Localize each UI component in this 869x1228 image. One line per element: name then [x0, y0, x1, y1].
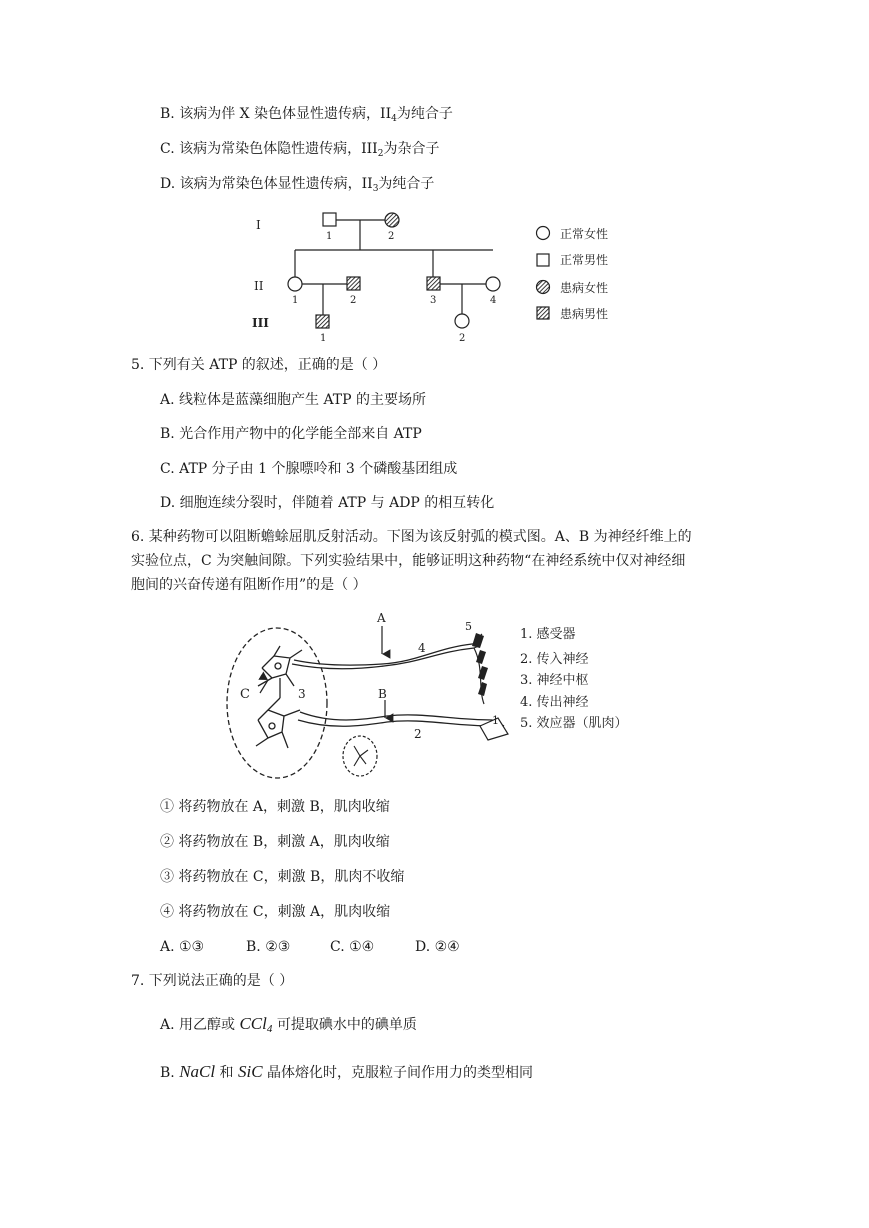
q6-choice-d: D. ②④: [415, 939, 460, 955]
legend-affected-male-icon: [537, 307, 549, 319]
pedigree-II2-affected-male: [347, 277, 360, 290]
legend-label: 正常男性: [560, 253, 609, 267]
q6-stem-line3: 胞间的兴奋传递有阻断作用”的是（ ）: [131, 577, 367, 593]
pedigree-num: 2: [350, 295, 357, 306]
q6-statement-4: ④ 将药物放在 C，刺激 A，肌肉收缩: [160, 904, 391, 920]
diagram-label-A: A: [377, 611, 386, 625]
legend-label: 患病男性: [560, 307, 609, 321]
pedigree-num: 2: [388, 231, 395, 242]
q6-choice-b: B. ②③: [246, 939, 291, 955]
diagram-legend-item: 1. 感受器: [520, 627, 576, 642]
pedigree-num: 1: [292, 295, 299, 306]
pedigree-num: 4: [490, 295, 497, 306]
pedigree-chart: [240, 205, 630, 345]
generation-label-III: III: [252, 316, 269, 330]
q6-statement-1: ① 将药物放在 A，刺激 B，肌肉收缩: [160, 799, 390, 815]
diagram-label-5: 5: [465, 620, 472, 633]
q5-option-c: C. ATP 分子由 1 个腺嘌呤和 3 个磷酸基团组成: [160, 461, 458, 477]
q6-statement-2: ② 将药物放在 B，刺激 A，肌肉收缩: [160, 834, 390, 850]
generation-label-I: I: [256, 218, 261, 232]
pedigree-II1-normal-female: [288, 277, 302, 291]
pedigree-II3-affected-male: [427, 277, 440, 290]
q5-stem: 5. 下列有关 ATP 的叙述，正确的是（ ）: [131, 357, 387, 373]
pedigree-II4-normal-female: [486, 277, 500, 291]
diagram-legend-item: 4. 传出神经: [520, 695, 589, 710]
legend-normal-female-icon: [537, 227, 550, 240]
legend-label: 正常女性: [560, 227, 609, 241]
pedigree-III2-normal-female: [455, 314, 469, 328]
diagram-label-2: 2: [414, 727, 422, 741]
generation-label-II: II: [254, 279, 264, 293]
legend-affected-female-icon: [537, 281, 550, 294]
pedigree-num: 3: [430, 295, 437, 306]
pedigree-num: 1: [320, 333, 327, 344]
q7-option-b: B. NaCl 和 SiC 晶体熔化时，克服粒子间作用力的类型相同: [160, 1062, 534, 1081]
q7-stem: 7. 下列说法正确的是（ ）: [131, 973, 294, 989]
q7-option-a: A. 用乙醇或 CCl$_4$ 可提取碘水中的碘单质: [160, 1014, 417, 1035]
diagram-legend-item: 2. 传入神经: [520, 652, 589, 667]
ganglion-neuron: [354, 746, 368, 766]
legend-label: 患病女性: [560, 281, 609, 295]
effector-muscle: [472, 633, 488, 696]
legend-normal-male-icon: [537, 254, 549, 266]
diagram-label-1: 1: [492, 714, 499, 727]
q6-statement-3: ③ 将药物放在 C，刺激 B，肌肉不收缩: [160, 869, 405, 885]
reflex-arc-diagram: [222, 608, 652, 788]
diagram-label-4: 4: [418, 641, 426, 655]
diagram-label-C: C: [240, 687, 250, 702]
diagram-label-3: 3: [298, 687, 306, 701]
q6-choice-a: A. ①③: [160, 939, 205, 955]
pedigree-I2-affected-female: [385, 213, 399, 227]
q6-choice-c: C. ①④: [330, 939, 375, 955]
diagram-legend-item: 3. 神经中枢: [520, 673, 589, 688]
q5-option-d: D. 细胞连续分裂时，伴随着 ATP 与 ADP 的相互转化: [160, 495, 495, 511]
pedigree-num: 2: [459, 333, 466, 344]
q5-option-b: B. 光合作用产物中的化学能全部来自 ATP: [160, 426, 422, 442]
q6-stem-line2: 实验位点，C 为突触间隙。下列实验结果中，能够证明这种药物“在神经系统中仅对神经细: [131, 553, 686, 569]
pedigree-num: 1: [326, 231, 333, 242]
q4-option-c: C. 该病为常染色体隐性遗传病，$III_2$为杂合子: [160, 141, 440, 159]
q4-option-b: B. 该病为伴 X 染色体显性遗传病，$II_4$为纯合子: [160, 106, 453, 124]
diagram-legend-item: 5. 效应器（肌肉）: [520, 716, 628, 731]
pedigree-I1-normal-male: [323, 213, 336, 226]
q4-option-d: D. 该病为常染色体显性遗传病，$II_3$为纯合子: [160, 176, 435, 194]
pedigree-III1-affected-male: [316, 315, 329, 328]
q6-stem-line1: 6. 某种药物可以阻断蟾蜍屈肌反射活动。下图为该反射弧的模式图。A、B 为神经纤维上的: [131, 529, 692, 545]
diagram-label-B: B: [378, 687, 387, 701]
q5-option-a: A. 线粒体是蓝藻细胞产生 ATP 的主要场所: [160, 392, 427, 408]
